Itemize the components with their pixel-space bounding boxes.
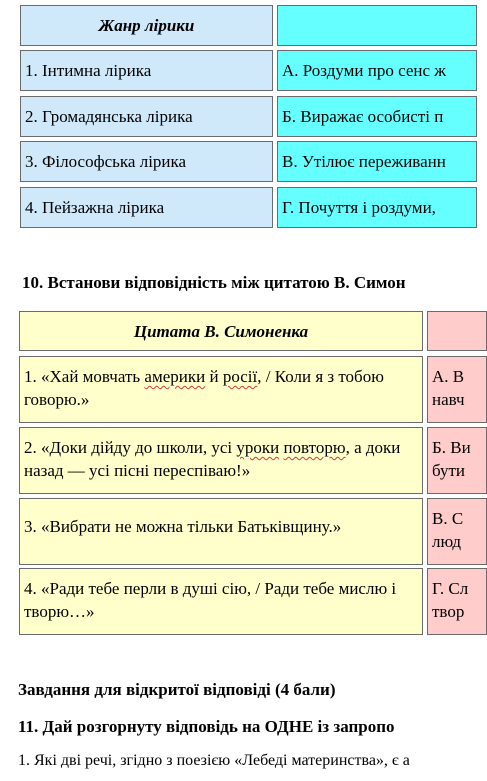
row1-desc-line1: А. В (432, 367, 465, 386)
table2-row4-description (427, 568, 487, 635)
table2-row2-description (427, 427, 487, 494)
row1-text-b: й (205, 367, 223, 386)
row1-spellcheck-word-1: америки (144, 367, 206, 386)
row2-text-c: , а доки назад — усі пісні переспіваю!» (24, 438, 401, 480)
row2-spellcheck-word-2: повторю (283, 438, 346, 457)
table1-row1-description: А. Роздуми про сенс ж (277, 50, 477, 91)
table1-row2-genre: 2. Громадянська лірика (20, 96, 273, 137)
row1-desc-line2: навч (432, 390, 465, 409)
row1-text-a: 1. «Хай мовчать (24, 367, 145, 386)
table1-row1-genre: 1. Інтимна лірика (20, 50, 273, 91)
row4-desc-line1: Г. Сл (432, 579, 469, 598)
table1-header-right (277, 5, 477, 46)
row4-desc-line2: твор (432, 602, 465, 621)
table2-row1-quote (19, 356, 423, 423)
q11-heading: 11. Дай розгорнуту відповідь на ОДНЕ із запропо (18, 717, 395, 736)
row1-text-c: , / Коли я з тобою говорю.» (24, 367, 384, 409)
table1-row4-description: Г. Почуття і роздуми, (277, 187, 477, 228)
table2-row2-quote (19, 427, 423, 494)
table2-row1-description (427, 356, 487, 423)
table1-row3-genre: 3. Філософська лірика (20, 141, 273, 182)
row2-spellcheck-word-1: уроки (236, 438, 280, 457)
table1-row2-description: Б. Виражає особисті п (277, 96, 477, 137)
row3-text: 3. «Вибрати не можна тільки Батьківщину.» (24, 517, 342, 536)
row3-desc-line2: люд (432, 532, 461, 551)
table2-row3-description (427, 498, 487, 565)
table2-header-right (427, 311, 487, 351)
row1-spellcheck-word-2: росії (222, 367, 258, 386)
table2-row4-quote (19, 568, 423, 635)
row2-text-a: 2. «Доки дійду до школи, усі (24, 438, 237, 457)
row2-desc-line2: бути (432, 461, 466, 480)
row3-desc-line1: В. С (432, 509, 464, 528)
table1-row3-description: В. Утілює переживанн (277, 141, 477, 182)
table2-header-quote: Цитата В. Симоненка (19, 311, 423, 351)
row4-text: 4. «Ради тебе перли в душі сію, / Ради тебе мислю і творю…» (24, 579, 397, 621)
q10-heading: 10. Встанови відповідність між цитатою В. Симон (22, 273, 406, 292)
table1-row4-genre: 4. Пейзажна лірика (20, 187, 273, 228)
table2-row3-quote (19, 498, 423, 565)
open-answer-heading: Завдання для відкритої відповіді (4 бали) (18, 680, 336, 699)
row2-desc-line1: Б. Ви (432, 438, 471, 457)
table1-header-genre: Жанр лірики (20, 5, 273, 46)
q11-item-1: 1. Які дві речі, згідно з поезією «Лебеді материнства», є а (18, 752, 410, 769)
